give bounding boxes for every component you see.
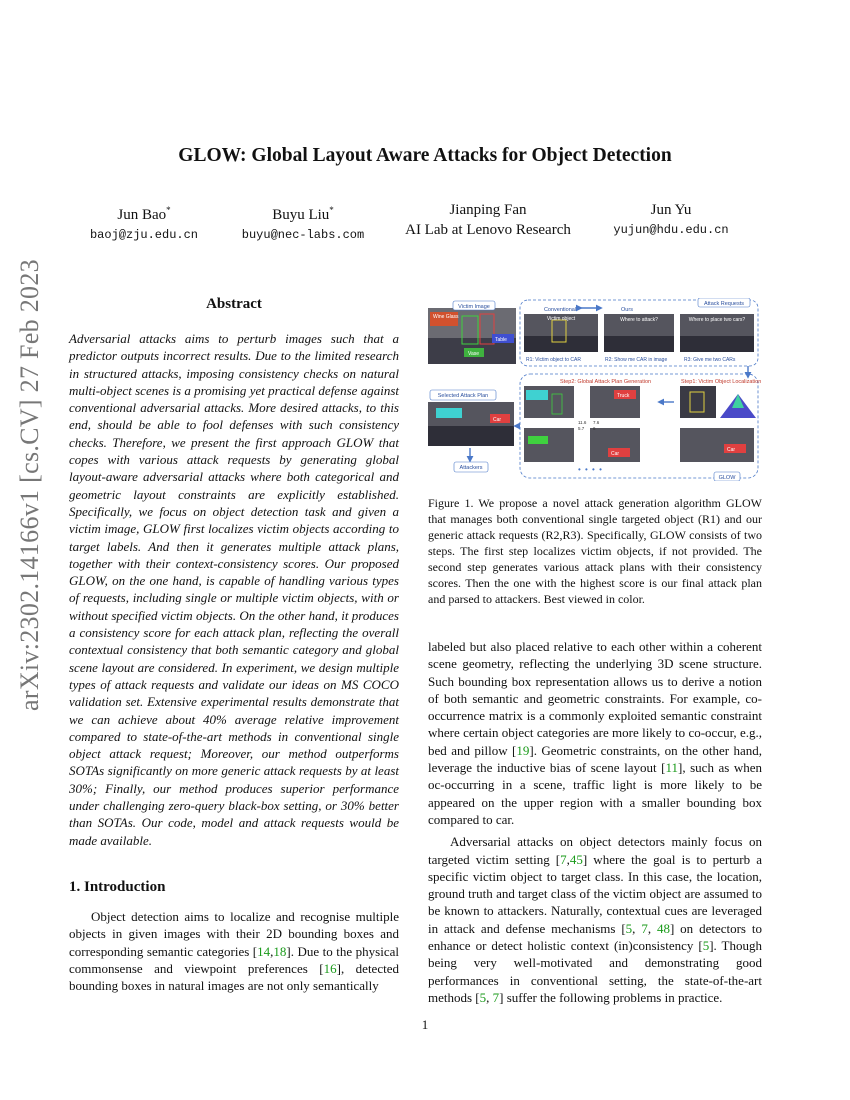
paragraph: Adversarial attacks on object detectors mainly focus on targeted victim setting [7,45] where the goal is to perturb a specific victim object to target class. In this case, the location, ground truth and target class of the victim object are assumed to be known to attackers. Naturally, contextual cues are leveraged in attack and defense mechanisms [5, 7, 48] on detectors to enhance or detect holistic context (in)consistency [5]. Though being very well-motivated and demonstrating good performances in conventional setting, the state-of-the-art methods [5, 7] suffer the following problems in practice.	[428, 834, 762, 1005]
svg-text:GLOW: GLOW	[718, 475, 736, 481]
citation-link[interactable]: 14	[257, 943, 271, 959]
author-name: Jun Bao	[117, 207, 167, 223]
svg-text:Car: Car	[493, 417, 502, 423]
author-3	[393, 200, 583, 240]
svg-text:Table: Table	[495, 337, 507, 343]
attack-plan-thumb	[524, 428, 574, 462]
author-name: Buyu Liu	[272, 207, 330, 223]
citation-link[interactable]: 5	[479, 989, 487, 1005]
svg-text:Car: Car	[727, 447, 736, 453]
page-number: 1	[421, 1017, 429, 1032]
selected-plan-label: Selected Attack Plan	[437, 393, 489, 399]
right-column-text	[428, 638, 762, 1006]
author-email: baoj@zju.edu.cn	[89, 228, 199, 242]
citation-link[interactable]: 16	[323, 960, 337, 976]
svg-text:Ours: Ours	[621, 307, 633, 313]
svg-text:Victim object: Victim object	[546, 316, 576, 322]
author-1	[84, 200, 204, 245]
citation-link[interactable]: 7	[560, 851, 567, 867]
svg-text:Conventional: Conventional	[543, 307, 577, 313]
step2-label: Step2: Global Attack Plan Generation	[560, 379, 652, 385]
abstract-heading: Abstract	[206, 296, 262, 312]
attackers-label: Attackers	[459, 465, 483, 471]
step1-label: Step1: Victim Object Localization	[681, 379, 762, 385]
citation-link[interactable]: 11	[665, 760, 678, 776]
svg-text:Car: Car	[611, 451, 620, 457]
author-4	[606, 200, 736, 240]
citation-link[interactable]: 48	[656, 920, 670, 936]
equal-contribution-mark: *	[329, 205, 334, 215]
arxiv-stamp	[2, 259, 58, 711]
svg-text:Vase: Vase	[468, 351, 480, 357]
equal-contribution-mark: *	[166, 205, 171, 215]
paper-title: GLOW: Global Layout Aware Attacks for Object Detection	[178, 145, 672, 166]
svg-text:11.6: 11.6	[578, 420, 587, 425]
citation-link[interactable]: 19	[516, 742, 530, 758]
author-2	[238, 200, 368, 245]
citation-link[interactable]: 7	[641, 920, 648, 936]
arxiv-id: arXiv:2302.14166v1 [cs.CV] 27 Feb 2023	[15, 259, 44, 711]
section-heading-introduction: 1. Introduction	[69, 879, 166, 895]
localization-thumb	[680, 386, 716, 418]
svg-text:Where to attack?: Where to attack?	[620, 317, 658, 323]
request-r2-label: R2: Show me CAR in image	[605, 357, 668, 363]
request-r1-label: R1: Victim object to CAR	[526, 357, 581, 363]
intro-paragraph: Object detection aims to localize and recognise multiple objects in given images with their 2D bounding boxes and corresponding semantic categories [14,18]. Due to the physical commonsense and viewpoint preferences [16], detected bounding boxes in natural images are not only semantically	[69, 909, 399, 994]
svg-text:Truck: Truck	[617, 393, 630, 399]
abstract-text: Adversarial attacks aims to perturb images such that a predictor outputs incorrect results. Due to the limited research in structured attacks, imposing consistency checks on natural multi-object scenes is a promising yet practical defense against conventional adversarial attacks. More desired attacks, to this end, should be able to fool defenses with such consistency checks. Therefore, we present the first approach GLOW that copes with various attack requests by generating global layout-aware adversarial attacks where both categorical and geometric layout constraints are explicitly established. Specifically, we focus on object detection task and given a victim image, GLOW first localizes victim objects according to target labels. And then it generates multiple attack plans, together with their context-consistency scores. Our proposed GLOW, on the one hand, is capable of handling various types of requests, including single or multiple victim objects, with or without specified victim objects. On the other hand, it produces a consistency score for each attack plan, reflecting the overall contextual consistency that both semantic category and global scene layout are considered. In experiment, we design multiple types of attack requests and validate our ideas on MS COCO validation set. Extensive experimental results demonstrate that we can achieve about 40% average relative improvement compared to state-of-the-art methods in conventional single object attack request; Moreover, our method outperforms SOTAs significantly on more generic attack requests by at least 30%; Finally, our method produces superior performance under challenging zero-query black-box setting, or 30% better than SOTAs. Our code, model and attack requests would be made available.	[69, 331, 399, 848]
request-r3-label: R3: Give me two CARs	[684, 357, 736, 363]
svg-text:6: 6	[593, 426, 596, 431]
citation-link[interactable]: 5	[702, 938, 710, 954]
author-email: buyu@nec-labs.com	[241, 228, 365, 242]
author-email: yujun@hdu.edu.cn	[613, 223, 729, 237]
svg-text:Wine Glass: Wine Glass	[433, 314, 459, 320]
figure-caption: Figure 1. We propose a novel attack generation algorithm GLOW that manages both conventional single targeted object (R1) and our generic attack requests (R2,R3). Specifically, GLOW consists of two steps. The first step localizes victim objects, if not provided. The second step generates various attack plans with their consistency scores. Then the one with the highest score is our final attack plan and parsed to attackers. Best viewed in color.	[428, 496, 762, 606]
figure-1-diagram	[428, 298, 762, 481]
svg-text:7.6: 7.6	[593, 420, 600, 425]
svg-text:Where to place two cars?: Where to place two cars?	[688, 317, 746, 323]
author-affiliation: AI Lab at Lenovo Research	[405, 222, 571, 238]
author-name: Jianping Fan	[449, 202, 527, 218]
citation-link[interactable]: 18	[273, 943, 287, 959]
citation-link[interactable]: 5	[625, 920, 633, 936]
paragraph: labeled but also placed relative to each other within a coherent scene geometry, reflecting the underlying 3D scene structure. Such bounding box representation allows us to derive a notion of both semantic and geometric constraints. For example, co-occurrence matrix is a commonly exploited semantic constraint where certain object categories are more likely to co-occur, e.g., bed and pillow [19]. Geometric constraints, on the other hand, leverage the inductive bias of scene layout [11], such as when oc-occurring in a scene, traffic light is more likely to be appeared on the upper region with a smaller bounding box compared to car.	[428, 639, 762, 827]
citation-link[interactable]: 45	[569, 851, 583, 867]
author-name: Jun Yu	[650, 202, 692, 218]
citation-link[interactable]: 7	[492, 989, 500, 1005]
svg-text:Attack Requests: Attack Requests	[703, 301, 745, 307]
victim-image-label: Victim Image	[458, 304, 490, 310]
svg-text:• • • •: • • • •	[578, 465, 603, 474]
svg-text:5.7: 5.7	[578, 426, 585, 431]
